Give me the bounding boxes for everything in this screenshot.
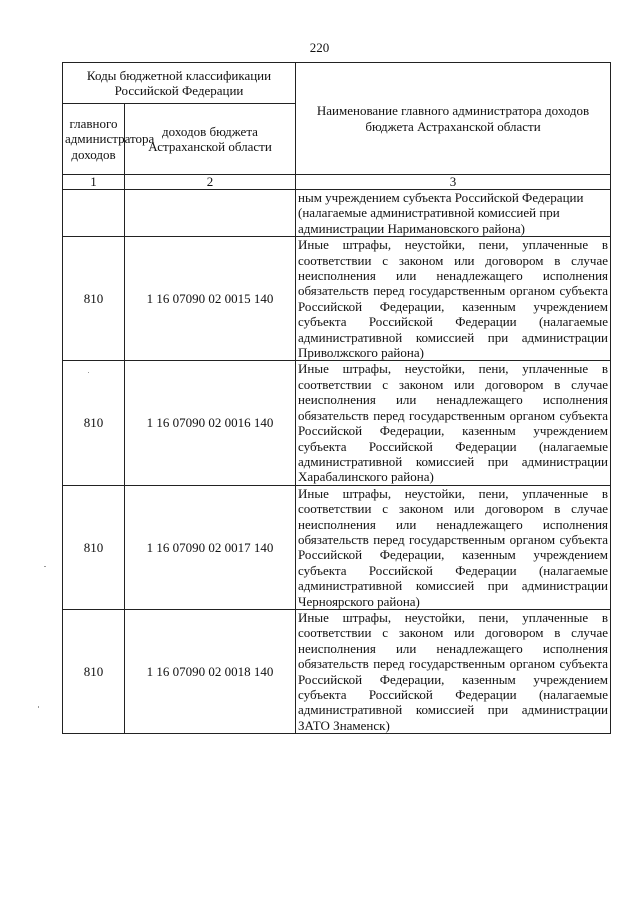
header-row [63,63,611,104]
description-cell: Иные штрафы, неустойки, пени, уплаченные в соответствии с законом или договором в случае неисполнения или ненадлежащего исполнения обязательств перед государственным органом субъекта Российской Федерации, казенным учреждением субъекта Российской Федерации (налагаемые административной комиссией при администрации Харабалинского района) [296,361,611,485]
admin-code-cell [63,190,125,237]
table-row [63,361,611,485]
table-row [63,609,611,733]
admin-code-cell: 810 [63,485,125,609]
admin-code-cell: 810 [63,237,125,361]
column-number-1: 1 [63,175,125,190]
revenue-code-cell: 1 16 07090 02 0017 140 [125,485,296,609]
page-number: 220 [309,40,330,55]
scan-artifact-mark [88,372,89,373]
admin-code-cell: 810 [63,609,125,733]
description-cell: Иные штрафы, неустойки, пени, уплаченные в соответствии с законом или договором в случае неисполнения или ненадлежащего исполнения обязательств перед государственным органом субъекта Российской Федерации, казенным учреждением субъекта Российской Федерации (налагаемые административной комиссией при администрации Черноярского района) [296,485,611,609]
description-cell: Иные штрафы, неустойки, пени, уплаченные в соответствии с законом или договором в случае неисполнения или ненадлежащего исполнения обязательств перед государственным органом субъекта Российской Федерации, казенным учреждением субъекта Российской Федерации (налагаемые административной комиссией при администрации Приволжского района) [296,237,611,361]
description-cell: Иные штрафы, неустойки, пени, уплаченные в соответствии с законом или договором в случае неисполнения или ненадлежащего исполнения обязательств перед государственным органом субъекта Российской Федерации, казенным учреждением субъекта Российской Федерации (налагаемые административной комиссией при администрации ЗАТО Знаменск) [296,609,611,733]
continuation-row [63,190,611,237]
column-number-2: 2 [125,175,296,190]
header-codes-group: Коды бюджетной классификации Российской Федерации [63,63,296,104]
budget-classification-table [62,62,611,734]
column-number-row [63,175,611,190]
scan-artifact-mark [44,566,46,567]
header-admin-name: Наименование главного администратора доходов бюджета Астраханской области [296,63,611,175]
header-revenue-code: доходов бюджета Астраханской области [125,104,296,175]
revenue-code-cell: 1 16 07090 02 0015 140 [125,237,296,361]
scan-artifact-mark [38,706,39,708]
description-cell: ным учреждением субъекта Российской Федерации (налагаемые административной комиссией при администрации Наримановского района) [296,190,611,237]
header-admin-code: главного администратора доходов [63,104,125,175]
admin-code-cell: 810 [63,361,125,485]
revenue-code-cell: 1 16 07090 02 0016 140 [125,361,296,485]
revenue-code-cell: 1 16 07090 02 0018 140 [125,609,296,733]
table-row [63,237,611,361]
column-number-3: 3 [296,175,611,190]
revenue-code-cell [125,190,296,237]
table-row [63,485,611,609]
